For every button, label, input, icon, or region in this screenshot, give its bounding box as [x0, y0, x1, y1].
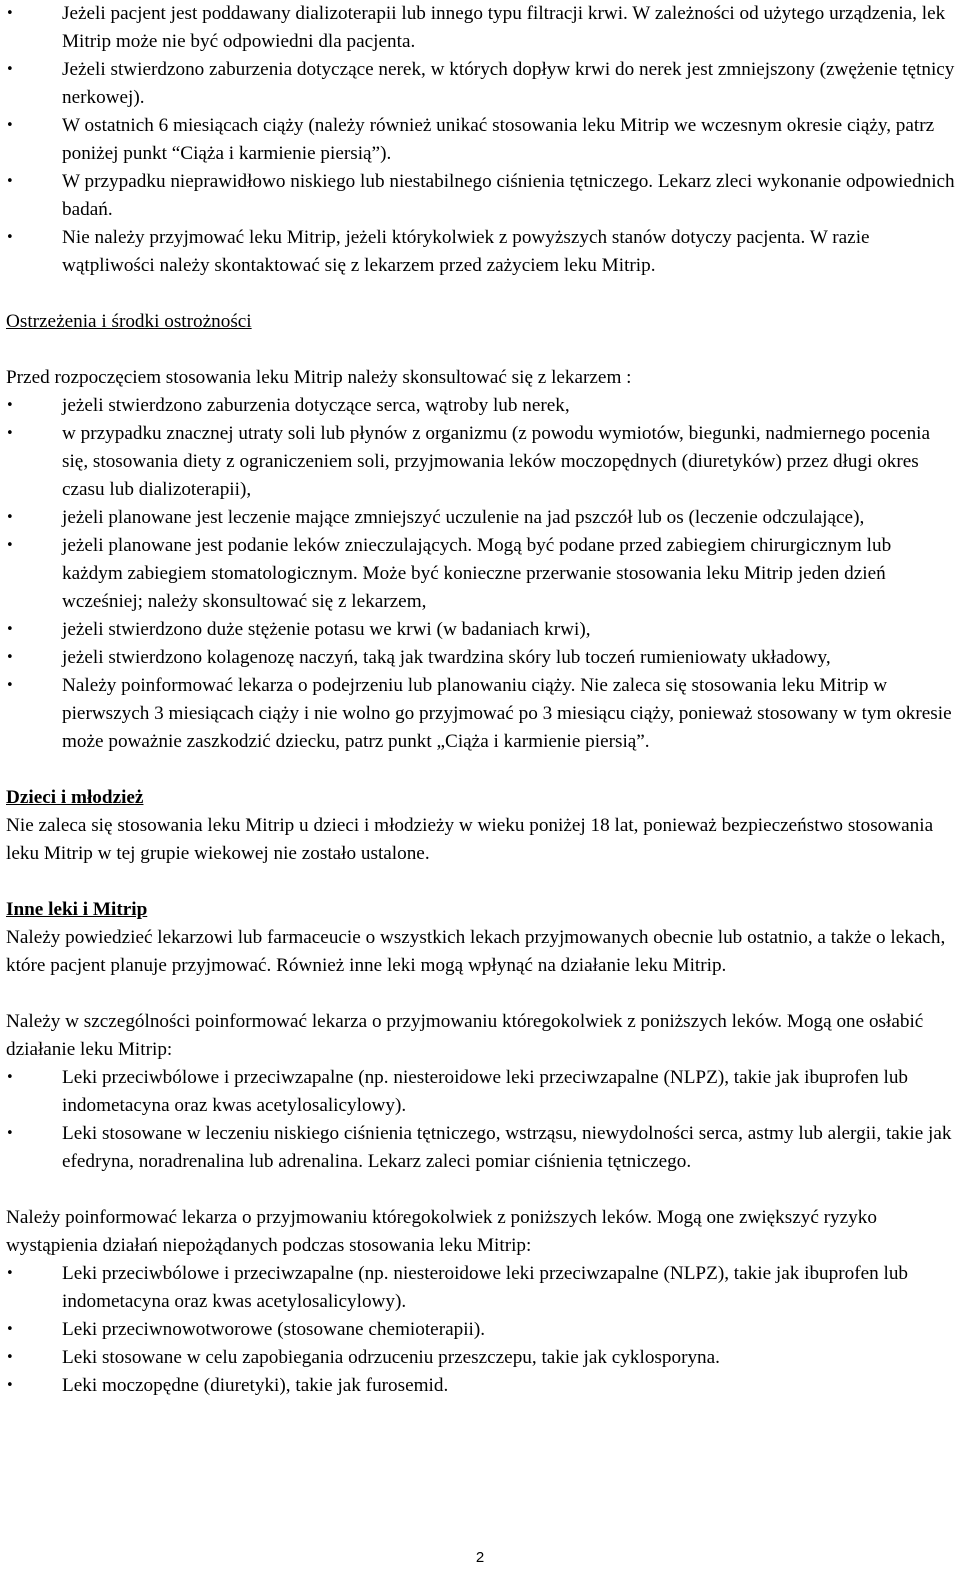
list-item [6, 1316, 956, 1344]
list-item-text: jeżeli stwierdzono duże stężenie potasu we krwi (w badaniach krwi), [62, 619, 591, 640]
bullet-icon: • [6, 1126, 14, 1141]
bullet-icon: • [6, 1350, 14, 1365]
list-item [6, 420, 956, 504]
list-item [6, 112, 956, 168]
list-item-text: jeżeli planowane jest leczenie mające zmniejszyć uczulenie na jad pszczół lub os (leczenie odczulające), [62, 507, 865, 528]
list-item-text: Leki stosowane w celu zapobiegania odrzuceniu przeszczepu, takie jak cyklosporyna. [62, 1347, 720, 1368]
list-item-text: W przypadku nieprawidłowo niskiego lub niestabilnego ciśnienia tętniczego. Lekarz zleci wykonanie odpowiednich badań. [62, 171, 955, 220]
bullet-icon: • [6, 426, 14, 441]
list-item-text: Leki moczopędne (diuretyki), takie jak furosemid. [62, 1375, 449, 1396]
bullet-icon: • [6, 650, 14, 665]
list-item [6, 616, 956, 644]
list-item [6, 1260, 956, 1316]
bullet-icon: • [6, 398, 14, 413]
list-item [6, 168, 956, 224]
list-item-text: Nie należy przyjmować leku Mitrip, jeżeli którykolwiek z powyższych stanów dotyczy pacjenta. W razie wątpliwości należy skontaktować się z lekarzem przed zażyciem leku Mitrip. [62, 227, 870, 276]
list-item [6, 0, 956, 56]
list-item [6, 1344, 956, 1372]
list-item-text: Leki przeciwbólowe i przeciwzapalne (np. niesteroidowe leki przeciwzapalne (NLPZ), takie jak ibuprofen lub indometacyna oraz kwas acetylosalicylowy). [62, 1263, 909, 1312]
weaken-intro: Należy w szczególności poinformować lekarza o przyjmowaniu któregokolwiek z poniższych leków. Mogą one osłabić działanie leku Mitrip: [6, 1011, 924, 1060]
increase-list [6, 1260, 956, 1400]
bullet-icon: • [6, 230, 14, 245]
other-drugs-text: Należy powiedzieć lekarzowi lub farmaceucie o wszystkich lekach przyjmowanych obecnie lub ostatnio, a także o lekach, które pacjent planuje przyjmować. Również inne leki mogą wpłynąć na działanie leku Mitrip. [6, 927, 946, 976]
list-item-text: Jeżeli stwierdzono zaburzenia dotyczące nerek, w których dopływ krwi do nerek jest zmniejszony (zwężenie tętnicy nerkowej). [62, 59, 955, 108]
bullet-icon: • [6, 1070, 14, 1085]
list-item [6, 644, 956, 672]
list-item [6, 56, 956, 112]
contraindication-list [6, 0, 956, 280]
list-item [6, 504, 956, 532]
list-item-text: Należy poinformować lekarza o podejrzeniu lub planowaniu ciąży. Nie zaleca się stosowania leku Mitrip w pierwszych 3 miesiącach ciąży i nie wolno go przyjmować po 3 miesiącu ciąży, ponieważ stosowany w tym okresie może poważnie zaszkodzić dziecku, patrz punkt „Ciąża i karmienie piersią”. [62, 675, 952, 752]
bullet-icon: • [6, 622, 14, 637]
list-item [6, 224, 956, 280]
bullet-icon: • [6, 1266, 14, 1281]
document-page [6, 0, 956, 1400]
list-item [6, 1064, 956, 1120]
list-item-text: jeżeli stwierdzono zaburzenia dotyczące serca, wątroby lub nerek, [62, 395, 570, 416]
bullet-icon: • [6, 1322, 14, 1337]
list-item-text: Leki stosowane w leczeniu niskiego ciśnienia tętniczego, wstrząsu, niewydolności serca, astmy lub alergii, takie jak efedryna, noradrenalina lub adrenalina. Lekarz zaleci pomiar ciśnienia tętniczego. [62, 1123, 952, 1172]
list-item-text: Jeżeli pacjent jest poddawany dializoterapii lub innego typu filtracji krwi. W zależności od użytego urządzenia, lek Mitrip może nie być odpowiedni dla pacjenta. [62, 3, 946, 52]
list-item [6, 1372, 956, 1400]
bullet-icon: • [6, 118, 14, 133]
increase-intro: Należy poinformować lekarza o przyjmowaniu któregokolwiek z poniższych leków. Mogą one zwiększyć ryzyko wystąpienia działań niepożądanych podczas stosowania leku Mitrip: [6, 1207, 877, 1256]
bullet-icon: • [6, 1378, 14, 1393]
list-item [6, 392, 956, 420]
list-item-text: Leki przeciwnowotworowe (stosowane chemioterapii). [62, 1319, 486, 1340]
list-item-text: jeżeli planowane jest podanie leków znieczulających. Mogą być podane przed zabiegiem chirurgicznym lub każdym zabiegiem stomatologicznym. Może być konieczne przerwanie stosowania leku Mitrip jeden dzień wcześniej; należy skonsultować się z lekarzem, [62, 535, 892, 612]
list-item-text: W ostatnich 6 miesiącach ciąży (należy również unikać stosowania leku Mitrip we wczesnym okresie ciąży, patrz poniżej punkt “Ciąża i karmienie piersią”). [62, 115, 935, 164]
bullet-icon: • [6, 678, 14, 693]
list-item-text: Leki przeciwbólowe i przeciwzapalne (np. niesteroidowe leki przeciwzapalne (NLPZ), takie jak ibuprofen lub indometacyna oraz kwas acetylosalicylowy). [62, 1067, 909, 1116]
list-item [6, 672, 956, 756]
children-heading: Dzieci i młodzież [6, 787, 144, 808]
warnings-heading: Ostrzeżenia i środki ostrożności [6, 311, 252, 332]
bullet-icon: • [6, 174, 14, 189]
bullet-icon: • [6, 6, 14, 21]
bullet-icon: • [6, 538, 14, 553]
list-item-text: w przypadku znacznej utraty soli lub płynów z organizmu (z powodu wymiotów, biegunki, nadmiernego pocenia się, stosowania diety z ograniczeniem soli, przyjmowania leków moczopędnych (diuretyków) przez długi okres czasu lub dializoterapii), [62, 423, 931, 500]
weaken-list [6, 1064, 956, 1176]
warnings-intro: Przed rozpoczęciem stosowania leku Mitrip należy skonsultować się z lekarzem : [6, 367, 632, 388]
list-item-text: jeżeli stwierdzono kolagenozę naczyń, taką jak twardzina skóry lub toczeń rumieniowaty układowy, [62, 647, 831, 668]
page-number: 2 [475, 1549, 485, 1566]
children-text: Nie zaleca się stosowania leku Mitrip u dzieci i młodzieży w wieku poniżej 18 lat, ponieważ bezpieczeństwo stosowania leku Mitrip w tej grupie wiekowej nie zostało ustalone. [6, 815, 934, 864]
bullet-icon: • [6, 62, 14, 77]
list-item [6, 1120, 956, 1176]
other-drugs-heading: Inne leki i Mitrip [6, 899, 148, 920]
list-item [6, 532, 956, 616]
warnings-list [6, 392, 956, 756]
bullet-icon: • [6, 510, 14, 525]
